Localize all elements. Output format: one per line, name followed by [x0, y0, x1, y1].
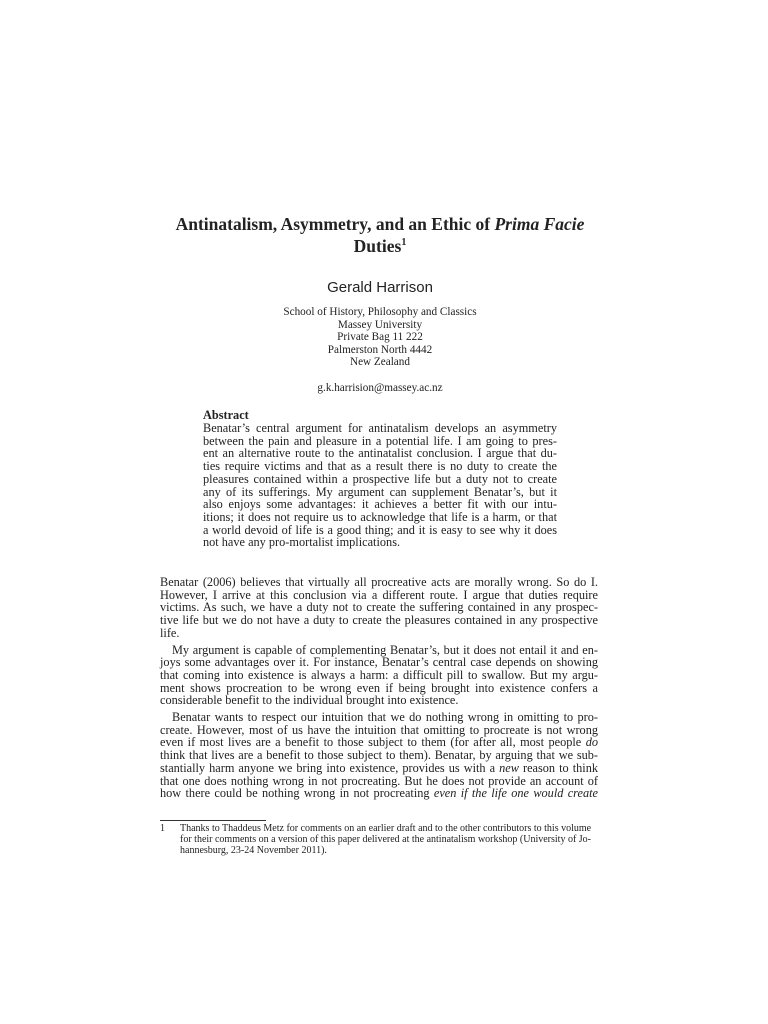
title-line-1 [160, 213, 600, 235]
body-text-segment: stantially harm anyone we bring into existence, provides us with a [160, 760, 500, 775]
abstract-line: pleasures contained within a prospective life but a duty not to create [203, 471, 557, 486]
body-text [160, 576, 598, 804]
abstract-line: Benatar’s central argument for antinatalism develops an asymmetry [203, 421, 557, 435]
abstract-line: ties require victims and that as a result there is no duty to create the [203, 459, 557, 474]
affiliation-line: School of History, Philosophy and Classics [283, 306, 477, 318]
paragraph-1 [160, 576, 598, 640]
title-footnote-marker: 1 [401, 237, 407, 249]
footnote-line: for their comments on a version of this paper delivered at the antinatalism workshop (University of Jo- [180, 834, 592, 845]
abstract-section [203, 408, 557, 549]
abstract-heading: Abstract [203, 408, 249, 422]
abstract-line: any of its sufferings. My argument can supplement Benatar’s, but it [203, 484, 557, 499]
affiliation-line: Massey University [337, 318, 423, 331]
body-line: considerable benefit to the individual brought into existence. [160, 693, 459, 708]
body-line: Benatar (2006) believes that virtually all procreative acts are morally wrong. So do I. [160, 575, 598, 589]
abstract-line: between the pain and pleasure in a potential life. I am going to pres- [203, 433, 557, 448]
body-line: that coming into existence is always a harm: a difficult pill to swallow. But my argu- [160, 667, 598, 682]
paragraph-3 [160, 711, 598, 800]
abstract-line: itions; it does not require us to acknowledge that life is a harm, or that [203, 509, 557, 524]
author-affiliation [160, 306, 600, 369]
author-name: Gerald Harrison [327, 279, 433, 296]
body-italic-segment: even if the life one would create [433, 786, 598, 801]
body-text-segment: reason to think [518, 760, 598, 775]
abstract-line: also enjoys some advantages: it achieves a better fit with our intu- [203, 497, 557, 512]
body-line: ment shows procreation to be wrong even if being brought into existence confers a [160, 680, 598, 695]
body-text-segment: even if most lives are a benefit to those subject to them (for after all, most people [160, 735, 586, 750]
footnote-divider [160, 820, 266, 821]
paragraph-2 [160, 644, 598, 708]
paper-title [160, 213, 600, 257]
body-line: However, I arrive at this conclusion via a different route. I argue that duties require [160, 587, 598, 602]
title-text-end: Duties [353, 236, 402, 256]
body-line [160, 787, 598, 800]
footnote-number: 1 [160, 823, 165, 834]
abstract-line: a world devoid of life is a good thing; and it is easy to see why it does [203, 522, 557, 537]
body-line: life. [160, 625, 180, 640]
footnote-line: hannesburg, 23-24 November 2011). [180, 845, 327, 856]
author-email: g.k.harrision@massey.ac.nz [317, 382, 443, 394]
abstract-line: ent an alternative route to the antinatalist conclusion. I argue that du- [203, 446, 557, 461]
body-line [160, 762, 598, 775]
body-line: My argument is capable of complementing Benatar’s, but it does not entail it and en- [172, 642, 598, 657]
body-line: create. However, most of us have the intuition that omitting to procreate is not wrong [160, 722, 598, 737]
footnote-text [180, 823, 592, 856]
title-text: Antinatalism, Asymmetry, and an Ethic of [175, 214, 495, 234]
title-line-2 [160, 235, 600, 257]
body-line: Benatar wants to respect our intuition that we do nothing wrong in omitting to pro- [172, 710, 598, 725]
affiliation-line: New Zealand [350, 356, 410, 369]
body-text-segment: how there could be nothing wrong in not procreating [160, 786, 434, 801]
affiliation-line: Palmerston North 4442 [327, 343, 433, 356]
body-italic-segment: do [585, 735, 598, 750]
body-line: tive life but we do not have a duty to create the pleasures contained in any prospective [160, 613, 598, 628]
body-italic-segment: new [499, 760, 519, 775]
affiliation-line: Private Bag 11 222 [337, 331, 423, 344]
title-italic: Prima Facie [494, 214, 585, 234]
body-line: think that lives are a benefit to those subject to them). Benatar, by arguing that we sub- [160, 748, 598, 763]
abstract-line: not have any pro-mortalist implications. [203, 535, 401, 550]
body-line: joys some advantages over it. For instance, Benatar’s central case depends on showing [160, 655, 598, 670]
body-line: victims. As such, we have a duty not to create the suffering contained in any prospec- [160, 600, 598, 615]
footnote-line: Thanks to Thaddeus Metz for comments on an earlier draft and to the other contributors to this volume [180, 823, 592, 834]
body-line: that one does nothing wrong in not procreating. But he does not provide an account of [160, 773, 598, 788]
